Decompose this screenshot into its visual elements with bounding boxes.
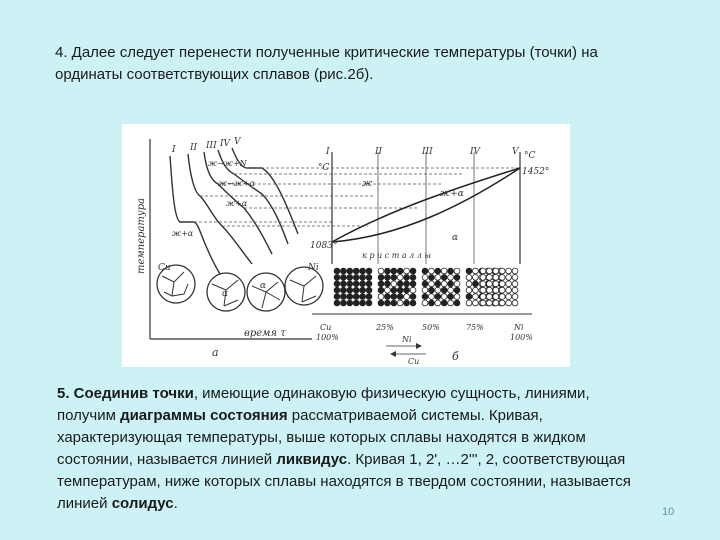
melting-point-ni: 1452° xyxy=(522,167,550,177)
lattice-atom xyxy=(499,287,505,293)
left-x-axis-label: время τ xyxy=(244,328,286,339)
svg-text:Ni: Ni xyxy=(402,335,412,344)
lattice-atom xyxy=(473,275,479,281)
slide-heading xyxy=(55,42,685,86)
lattice-atom xyxy=(466,268,472,274)
lattice-atom xyxy=(480,268,486,274)
lattice-atom xyxy=(404,275,410,281)
lattice-atom xyxy=(499,281,505,287)
lattice-atom xyxy=(360,287,366,293)
lattice-atom xyxy=(441,275,447,281)
lattice-atom xyxy=(454,294,460,300)
lattice-atom xyxy=(397,300,403,306)
lattice-atom xyxy=(480,281,486,287)
phase-diagram-figure xyxy=(122,124,570,367)
lattice-atom xyxy=(499,268,505,274)
svg-text:ж+α: ж+α xyxy=(172,229,194,238)
lattice-atom xyxy=(353,275,359,281)
lattice-atom xyxy=(360,300,366,306)
lattice-atom xyxy=(473,281,479,287)
lattice-atom xyxy=(429,281,435,287)
lattice-atom xyxy=(473,300,479,306)
lattice-atom xyxy=(391,294,397,300)
lattice-atom xyxy=(334,268,340,274)
microstructure-circle-2 xyxy=(207,273,245,311)
svg-text:IV: IV xyxy=(470,147,481,157)
svg-text:ж+α: ж+α xyxy=(226,199,248,208)
lattice-atom xyxy=(404,281,410,287)
curve-label-2: II xyxy=(190,143,198,153)
lattice-atom xyxy=(512,275,518,281)
left-panel-label: а xyxy=(212,346,219,359)
lattice-atom xyxy=(378,281,384,287)
microstructure-circle-3 xyxy=(247,273,285,311)
lattice-atom xyxy=(493,281,499,287)
lattice-atom xyxy=(454,268,460,274)
region-liquid-label: ж xyxy=(362,179,373,189)
region-two-phase-label: ж+α xyxy=(440,189,464,199)
lattice-atom xyxy=(480,294,486,300)
lattice-atom xyxy=(473,294,479,300)
lattice-atom xyxy=(448,294,454,300)
curve-label-4: IV xyxy=(220,139,231,149)
lattice-atom xyxy=(487,287,493,293)
lattice-atom xyxy=(404,294,410,300)
phase-diagram-drawing xyxy=(122,124,570,367)
lattice-atom xyxy=(512,294,518,300)
lattice-atom xyxy=(454,281,460,287)
lattice-atom xyxy=(397,281,403,287)
lattice-atom xyxy=(360,268,366,274)
lattice-atom xyxy=(378,287,384,293)
lattice-atom xyxy=(493,300,499,306)
lattice-atom xyxy=(512,268,518,274)
lattice-atom xyxy=(366,268,372,274)
lattice-atom xyxy=(422,268,428,274)
lattice-atom xyxy=(429,294,435,300)
lattice-atom xyxy=(410,287,416,293)
lattice-atom xyxy=(448,281,454,287)
lattice-atom xyxy=(366,275,372,281)
svg-text:100%: 100% xyxy=(510,333,533,342)
lattice-atom xyxy=(506,287,512,293)
lattice-atom xyxy=(422,275,428,281)
lattice-atom xyxy=(448,268,454,274)
melting-point-cu: 1083° xyxy=(310,241,338,251)
lattice-atom xyxy=(435,287,441,293)
lattice-atom xyxy=(435,275,441,281)
lattice-atom xyxy=(441,281,447,287)
term-liquidus: ликвидус xyxy=(276,451,348,468)
svg-text:ж→ж+α: ж→ж+α xyxy=(218,179,255,188)
lattice-atom xyxy=(360,275,366,281)
x-tick-25: 25% xyxy=(376,323,394,332)
lattice-atom xyxy=(385,287,391,293)
region-solid-label: α xyxy=(452,233,459,243)
lattice-atom xyxy=(466,287,472,293)
svg-text:II: II xyxy=(375,147,383,157)
microstructure-circle-1 xyxy=(157,263,195,303)
lattice-atom xyxy=(353,281,359,287)
lattice-atom xyxy=(385,300,391,306)
term-phase-diagram: диаграммы состояния xyxy=(120,407,288,424)
lattice-atom xyxy=(410,300,416,306)
lattice-atom xyxy=(512,300,518,306)
lattice-atom xyxy=(487,300,493,306)
svg-text:ж→ж+N: ж→ж+N xyxy=(208,159,247,168)
lattice-atom xyxy=(378,300,384,306)
lattice-atom xyxy=(499,275,505,281)
lattice-atom xyxy=(385,294,391,300)
right-panel-label: б xyxy=(452,350,459,363)
lattice-atom xyxy=(341,281,347,287)
lattice-atom xyxy=(341,287,347,293)
lattice-atom xyxy=(341,300,347,306)
lattice-atom xyxy=(391,281,397,287)
lattice-atom xyxy=(334,300,340,306)
x-tick-ni: Ni xyxy=(514,323,524,332)
lattice-atom xyxy=(353,294,359,300)
crystals-label: к р и с т а л л ы xyxy=(362,251,431,260)
lattice-atom xyxy=(499,294,505,300)
lattice-atom xyxy=(487,294,493,300)
lattice-atom xyxy=(366,294,372,300)
right-unit-left: °C xyxy=(318,163,330,173)
lattice-atom xyxy=(391,268,397,274)
lattice-atom xyxy=(466,300,472,306)
lattice-atom xyxy=(347,275,353,281)
svg-text:Cu: Cu xyxy=(158,263,171,273)
curve-label-5: V xyxy=(234,137,241,147)
lattice-atom xyxy=(404,287,410,293)
svg-text:100%: 100% xyxy=(316,333,339,342)
lattice-atom xyxy=(441,294,447,300)
lattice-atom xyxy=(385,275,391,281)
lattice-atom xyxy=(366,287,372,293)
lattice-atom xyxy=(347,300,353,306)
lattice-atom xyxy=(353,268,359,274)
svg-text:III: III xyxy=(422,147,433,157)
lattice-atom xyxy=(391,275,397,281)
lattice-atom xyxy=(397,268,403,274)
heading-line-2: ординаты соответствующих сплавов (рис.2б). xyxy=(55,66,374,83)
lattice-atom xyxy=(334,281,340,287)
lattice-atom xyxy=(480,275,486,281)
lattice-atom xyxy=(385,268,391,274)
lattice-atom xyxy=(487,281,493,287)
lattice-atom xyxy=(506,281,512,287)
lattice-atom xyxy=(341,294,347,300)
lattice-atom xyxy=(448,275,454,281)
lattice-atom xyxy=(334,294,340,300)
lattice-atom xyxy=(435,300,441,306)
lattice-atom xyxy=(499,300,505,306)
lattice-atom xyxy=(448,287,454,293)
lattice-atom xyxy=(422,281,428,287)
svg-text:I: I xyxy=(326,147,330,157)
lattice-atom xyxy=(391,287,397,293)
lattice-atom xyxy=(466,294,472,300)
microstructure-circle-4 xyxy=(285,263,323,305)
cooling-curve-2 xyxy=(188,154,252,264)
lattice-atom xyxy=(410,281,416,287)
curve-label-1: I xyxy=(172,145,176,155)
lattice-atom xyxy=(422,294,428,300)
term-solidus: солидус xyxy=(111,495,174,512)
lattice-atom xyxy=(429,287,435,293)
lattice-atom xyxy=(435,294,441,300)
lattice-atom xyxy=(435,268,441,274)
lattice-atom xyxy=(378,268,384,274)
lattice-atom xyxy=(454,275,460,281)
lattice-atom xyxy=(347,281,353,287)
lattice-atom xyxy=(480,287,486,293)
left-y-axis-label: температура xyxy=(136,197,147,274)
lattice-atom xyxy=(429,268,435,274)
lattice-atom xyxy=(404,268,410,274)
lattice-atom xyxy=(506,275,512,281)
lattice-atom xyxy=(493,287,499,293)
crystal-lattice-blocks xyxy=(334,268,518,306)
lattice-atom xyxy=(397,294,403,300)
lattice-atom xyxy=(422,300,428,306)
lattice-atom xyxy=(404,300,410,306)
lattice-atom xyxy=(410,294,416,300)
curve-label-3: III xyxy=(206,141,217,151)
svg-text:V: V xyxy=(512,147,519,157)
alloy-vertical-lines xyxy=(378,152,474,264)
lattice-atom xyxy=(512,287,518,293)
step-5-lead: 5. Соединив точки xyxy=(57,385,194,402)
x-tick-cu: Cu xyxy=(320,323,332,332)
lattice-atom xyxy=(410,268,416,274)
lattice-atom xyxy=(347,287,353,293)
lattice-atom xyxy=(385,281,391,287)
lattice-atom xyxy=(435,281,441,287)
heading-line-1: 4. Далее следует перенести полученные критические температуры (точки) на xyxy=(55,44,598,61)
lattice-atom xyxy=(487,275,493,281)
lattice-atom xyxy=(391,300,397,306)
lattice-atom xyxy=(466,281,472,287)
x-tick-50: 50% xyxy=(422,323,440,332)
lattice-atom xyxy=(487,268,493,274)
lattice-atom xyxy=(347,294,353,300)
lattice-atom xyxy=(429,300,435,306)
lattice-atom xyxy=(448,300,454,306)
lattice-atom xyxy=(441,287,447,293)
lattice-atom xyxy=(422,287,428,293)
lattice-atom xyxy=(493,294,499,300)
svg-text:Ni: Ni xyxy=(308,263,319,273)
lattice-atom xyxy=(473,287,479,293)
lattice-atom xyxy=(441,268,447,274)
lattice-atom xyxy=(353,287,359,293)
svg-text:α: α xyxy=(260,281,267,291)
lattice-atom xyxy=(360,281,366,287)
page-number: 10 xyxy=(662,506,675,518)
lattice-atom xyxy=(341,275,347,281)
lattice-atom xyxy=(512,281,518,287)
lattice-atom xyxy=(480,300,486,306)
lattice-atom xyxy=(466,275,472,281)
right-unit-right: °C xyxy=(524,151,536,161)
lattice-atom xyxy=(334,287,340,293)
lattice-atom xyxy=(429,275,435,281)
lattice-atom xyxy=(473,268,479,274)
lattice-atom xyxy=(341,268,347,274)
lattice-atom xyxy=(366,281,372,287)
lattice-atom xyxy=(410,275,416,281)
lattice-atom xyxy=(366,300,372,306)
body-paragraph: 5. Соединив точки, имеющие одинаковую физическую сущность, линиями, получим диаграммы состояния рассматриваемой системы. Кривая, характеризующая температуры, выше которых сплавы находятся в жидком состоянии, называется линией ликвидус. Кривая 1, 2', …2''', 2, соответствующая температурам, ниже которых сплавы находятся в твердом состоянии, называется линией солидус. xyxy=(57,385,631,512)
lattice-atom xyxy=(506,268,512,274)
lattice-atom xyxy=(506,294,512,300)
lattice-atom xyxy=(397,287,403,293)
lattice-atom xyxy=(454,287,460,293)
lattice-atom xyxy=(493,268,499,274)
svg-text:Cu: Cu xyxy=(408,357,420,366)
lattice-atom xyxy=(454,300,460,306)
svg-text:α: α xyxy=(222,289,229,299)
lattice-atom xyxy=(353,300,359,306)
x-tick-75: 75% xyxy=(466,323,484,332)
lattice-atom xyxy=(441,300,447,306)
lattice-atom xyxy=(360,294,366,300)
lattice-atom xyxy=(378,275,384,281)
lattice-atom xyxy=(347,268,353,274)
lattice-atom xyxy=(493,275,499,281)
lattice-atom xyxy=(506,300,512,306)
lattice-atom xyxy=(397,275,403,281)
lattice-atom xyxy=(334,275,340,281)
lattice-atom xyxy=(378,294,384,300)
